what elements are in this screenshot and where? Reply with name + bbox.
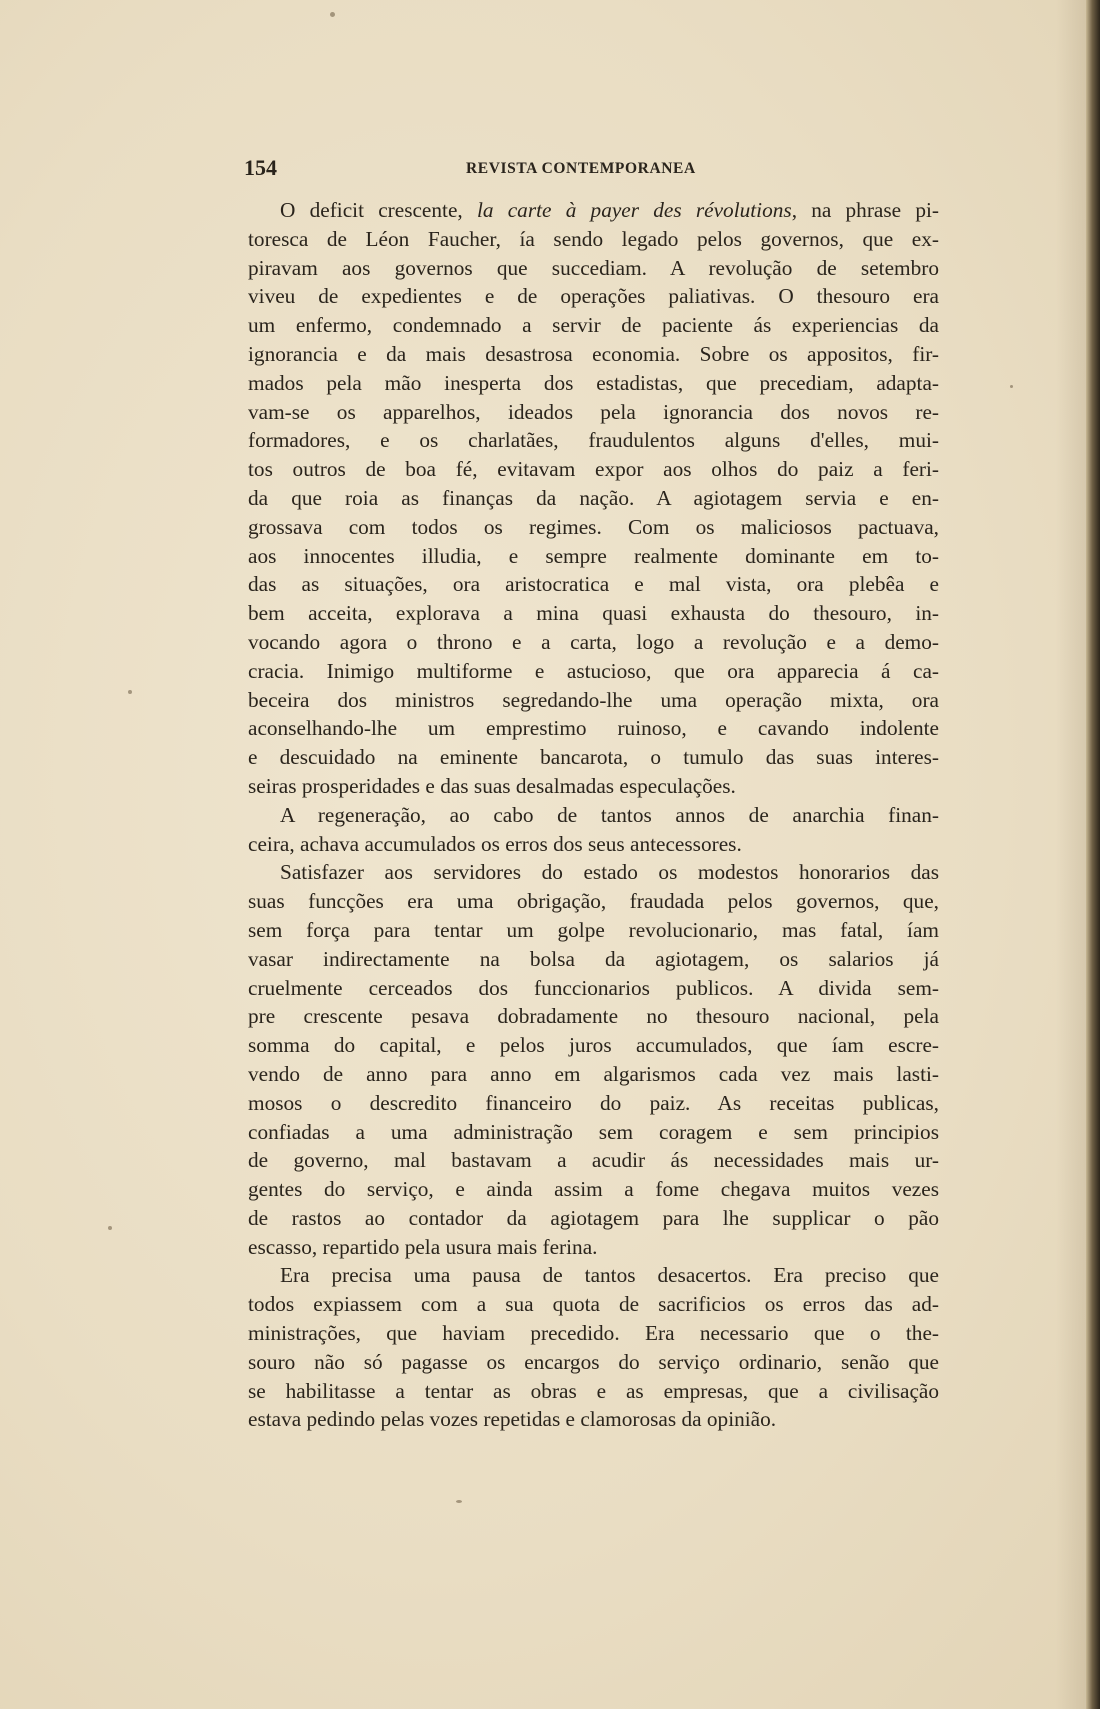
- text-line: beceira dos ministros segredando-lhe uma operação mixta, ora: [248, 687, 939, 712]
- text-line: vasar indirectamente na bolsa da agiotagem, os salarios já: [248, 946, 939, 971]
- text-line: suas funcções era uma obrigação, fraudada pelos governos, que,: [248, 889, 939, 914]
- running-title: REVISTA CONTEMPORANEA: [466, 160, 696, 177]
- text-line: e descuidado na eminente bancarota, o tumulo das suas interes-: [248, 745, 939, 770]
- text-line: piravam aos governos que succediam. A revolução de setembro: [248, 255, 939, 280]
- text-line: gentes do serviço, e ainda assim a fome chegava muitos vezes: [248, 1177, 939, 1202]
- text-line: Era precisa uma pausa de tantos desacertos. Era preciso que: [280, 1263, 939, 1288]
- text-line: grossava com todos os regimes. Com os maliciosos pactuava,: [248, 514, 939, 539]
- text-line: bem acceita, explorava a mina quasi exhausta do thesouro, in-: [248, 601, 939, 626]
- text-line: cracia. Inimigo multiforme e astucioso, que ora apparecia á ca-: [248, 658, 939, 683]
- text-line: mados pela mão inesperta dos estadistas, que precediam, adapta-: [248, 370, 939, 395]
- text-line: confiadas a uma administração sem coragem e sem principios: [248, 1119, 939, 1144]
- text-line: aconselhando-lhe um emprestimo ruinoso, e cavando indolente: [248, 716, 939, 741]
- text-line: todos expiassem com a sua quota de sacrificios os erros das ad-: [248, 1292, 939, 1317]
- text-line: [248, 196, 939, 225]
- text-line: cruelmente cerceados dos funccionarios publicos. A divida sem-: [248, 975, 939, 1000]
- text-line: Satisfazer aos servidores do estado os modestos honorarios das: [280, 860, 939, 885]
- text-line: vam-se os apparelhos, ideados pela ignorancia dos novos re-: [248, 399, 939, 424]
- text-segment: O deficit crescente,: [280, 198, 477, 222]
- article-body: [248, 196, 939, 1434]
- text-line: um enfermo, condemnado a servir de paciente ás experiencias da: [248, 313, 939, 338]
- book-spine-edge: [1086, 0, 1100, 1709]
- page-number: 154: [244, 155, 277, 180]
- paper-speck: [108, 1226, 112, 1230]
- paper-speck: [330, 12, 335, 17]
- text-line: aos innocentes illudia, e sempre realmente dominante em to-: [248, 543, 939, 568]
- text-line: souro não só pagasse os encargos do serviço ordinario, senão que: [248, 1349, 939, 1374]
- text-line: se habilitasse a tentar as obras e as empresas, que a civilisação: [248, 1378, 939, 1403]
- text-line: de governo, mal bastavam a acudir ás necessidades mais ur-: [248, 1148, 939, 1173]
- page-header: [244, 156, 940, 180]
- text-line: somma do capital, e pelos juros accumulados, que íam escre-: [248, 1033, 939, 1058]
- text-line: mosos o descredito financeiro do paiz. As receitas publicas,: [248, 1090, 939, 1115]
- text-line: vendo de anno para anno em algarismos cada vez mais lasti-: [248, 1061, 939, 1086]
- text-segment: , na phrase pi-: [791, 198, 939, 222]
- text-line: da que roia as finanças da nação. A agiotagem servia e en-: [248, 485, 939, 510]
- text-line: estava pedindo pelas vozes repetidas e clamorosas da opinião.: [248, 1407, 777, 1432]
- text-line: tos outros de boa fé, evitavam expor aos olhos do paiz a feri-: [248, 457, 939, 482]
- text-line: ministrações, que haviam precedido. Era necessario que o the-: [248, 1321, 939, 1346]
- text-line: ignorancia e da mais desastrosa economia. Sobre os appositos, fir-: [248, 341, 939, 366]
- text-line: formadores, e os charlatães, fraudulentos alguns d'elles, mui-: [248, 428, 939, 453]
- text-line: escasso, repartido pela usura mais ferina.: [248, 1234, 598, 1259]
- text-line: de rastos ao contador da agiotagem para lhe supplicar o pão: [248, 1205, 939, 1230]
- text-line: toresca de Léon Faucher, ía sendo legado pelos governos, que ex-: [248, 226, 939, 251]
- paper-speck: [128, 690, 132, 694]
- text-line: vocando agora o throno e a carta, logo a revolução e a demo-: [248, 629, 939, 654]
- text-line: pre crescente pesava dobradamente no thesouro nacional, pela: [248, 1004, 939, 1029]
- text-line: A regeneração, ao cabo de tantos annos de anarchia finan-: [280, 802, 939, 827]
- text-line: ceira, achava accumulados os erros dos seus antecessores.: [248, 831, 742, 856]
- text-line: seiras prosperidades e das suas desalmadas especulações.: [248, 773, 736, 798]
- paper-speck: [456, 1500, 462, 1503]
- page-gutter-shadow: [1056, 0, 1086, 1709]
- paper-speck: [1010, 385, 1013, 388]
- text-line: viveu de expedientes e de operações paliativas. O thesouro era: [248, 284, 939, 309]
- italic-phrase: la carte à payer des révolutions: [476, 198, 792, 222]
- text-line: sem força para tentar um golpe revolucionario, mas fatal, íam: [248, 917, 939, 942]
- text-line: das as situações, ora aristocratica e mal vista, ora plebêa e: [248, 572, 939, 597]
